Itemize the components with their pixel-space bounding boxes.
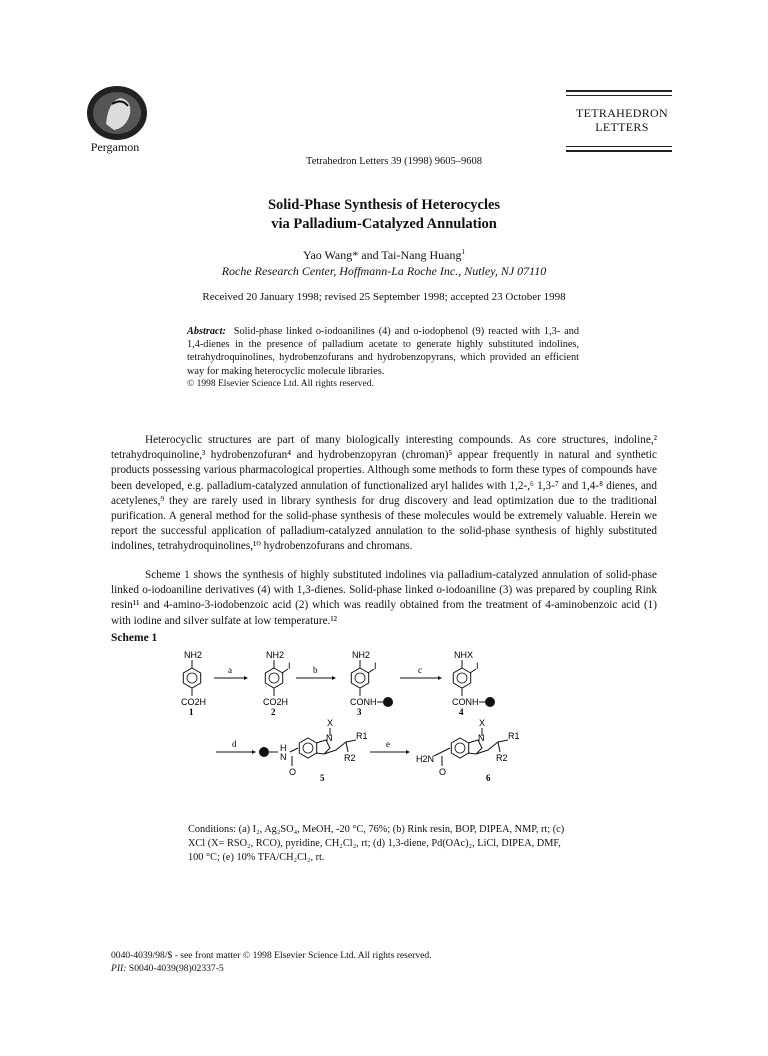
compound-1-structure xyxy=(183,660,200,696)
compound-5-o: O xyxy=(289,767,297,777)
compound-3-iodo: I xyxy=(374,661,377,671)
arrow-e-head xyxy=(406,750,410,754)
pii-value: S0040-4039(98)02337-5 xyxy=(128,963,224,974)
compound-1-nh2: NH2 xyxy=(184,650,203,660)
scheme-conditions: Conditions: (a) I₂, Ag₂SO₄, MeOH, -20 °C, 76%; (b) Rink resin, BOP, DIPEA, NMP, rt; (c) XCl (X= RSO₂, RCO), pyridine, CH₂Cl₂, rt; (d) 1,3-diene, Pd(OAc)₂, LiCl, DIPEA, DMF, 100 °C; (e) 10% TFA/CH₂Cl₂, rt. xyxy=(188,824,565,863)
scheme-label: Scheme 1 xyxy=(111,632,158,644)
compound-5-r1: R1 xyxy=(356,731,368,741)
header-rule-bottom xyxy=(566,150,672,152)
scheme-1-diagram xyxy=(170,648,570,798)
compound-5-x: X xyxy=(327,718,334,728)
step-d-label: d xyxy=(232,739,237,749)
arrow-b-head xyxy=(332,676,336,680)
compound-1-label: 1 xyxy=(189,707,194,717)
compound-5-structure xyxy=(259,728,356,766)
compound-1-co2h: CO2H xyxy=(181,697,207,707)
abstract-text: Solid-phase linked o-iodoanilines (4) and o-iodophenol (9) reacted with 1,3- and 1,4-dienes in the presence of palladium acetate to generate highly substituted indolines, tetrahydroquinolines, hydrobenzofurans and hydrobenzopyrans, which provided an efficient way for making heterocyclic molecule libraries. xyxy=(187,326,579,377)
header-rule-top-thin xyxy=(566,95,672,96)
arrow-a-head xyxy=(244,676,248,680)
compound-6-label: 6 xyxy=(486,773,491,783)
compound-4-nhx: NHX xyxy=(454,650,474,660)
compound-6-h2n: H2N xyxy=(416,754,435,764)
compound-6-r1: R1 xyxy=(508,731,520,741)
compound-2-co2h: CO2H xyxy=(263,697,289,707)
step-e-label: e xyxy=(386,739,390,749)
compound-6-n-ring: N xyxy=(478,733,485,743)
journal-reference: Tetrahedron Letters 39 (1998) 9605–9608 xyxy=(306,156,482,167)
compound-5-r2: R2 xyxy=(344,753,356,763)
compound-6-r2: R2 xyxy=(496,753,508,763)
authors: Yao Wang* and Tai-Nang Huang$^1$ xyxy=(302,248,465,262)
compound-3-conh: CONH xyxy=(350,697,377,707)
compound-3-nh2: NH2 xyxy=(352,650,371,660)
pergamon-logo-icon xyxy=(78,84,156,142)
pii-label: PII: xyxy=(111,963,127,974)
footer-pii xyxy=(111,962,581,975)
step-a-label: a xyxy=(228,665,232,675)
compound-2-iodo: I xyxy=(288,661,291,671)
journal-name xyxy=(572,106,672,134)
header-rule-top xyxy=(566,90,672,92)
compound-5-label: 5 xyxy=(320,773,325,783)
arrow-c-head xyxy=(438,676,442,680)
compound-3-label: 3 xyxy=(357,707,362,717)
arrow-d-head xyxy=(252,750,256,754)
body-paragraph-1: Heterocyclic structures are part of many biologically interesting compounds. As core structures, indoline,² tetrahydroquinoline,³ hydrobenzofuran⁴ and hydrobenzopyran (chroman)⁵ appear frequently in natural and synthetic products possessing various pharmacological properties. Although some methods to form these types of compounds have been developed, e.g. palladium-catalyzed annulation of functionalized aryl halides with 1,2-,⁶ 1,3-⁷ and 1,4-⁸ dienes, and acetylenes,⁹ they are rarely used in library synthesis for drug discovery and lead optimization due to the traditional purification. A general method for the solid-phase synthesis of these molecules would be extremely valuable. Herein we report the successful application of palladium-catalyzed annulation to the solid-phase synthesis of highly substituted indolines, tetrahydroquinolines,¹⁰ hydrobenzofurans and chromans. xyxy=(111,434,657,553)
compound-5-n: N xyxy=(280,752,287,762)
article-title xyxy=(120,196,648,234)
journal-name-line1: TETRAHEDRON xyxy=(576,106,668,120)
abstract-copyright: © 1998 Elsevier Science Ltd. All rights reserved. xyxy=(187,378,374,389)
compound-5-h: H xyxy=(280,743,287,753)
compound-4-conh: CONH xyxy=(452,697,479,707)
footer-copyright: 0040-4039/98/$ - see front matter © 1998 Elsevier Science Ltd. All rights reserved. xyxy=(111,950,432,961)
received-dates: Received 20 January 1998; revised 25 September 1998; accepted 23 October 1998 xyxy=(202,291,566,303)
header-rule-bottom-thin xyxy=(566,146,672,147)
compound-2-structure xyxy=(265,660,288,696)
compound-2-label: 2 xyxy=(271,707,276,717)
compound-2-nh2: NH2 xyxy=(266,650,285,660)
body-paragraph-2: Scheme 1 shows the synthesis of highly substituted indolines via palladium-catalyzed annulation of solid-phase linked o-iodoaniline derivatives (4) with 1,3-dienes. Solid-phase linked o-iodoaniline (3) was prepared by coupling Rink resin¹¹ and 4-amino-3-iodobenzoic acid (2) which was readily obtained from the treatment of 4-aminobenzoic acid (1) with iodine and silver sulfate at low temperature.¹² xyxy=(111,569,657,627)
publisher-name: Pergamon xyxy=(90,140,140,154)
compound-4-label: 4 xyxy=(459,707,464,717)
footer xyxy=(111,949,581,975)
abstract xyxy=(187,325,579,391)
step-b-label: b xyxy=(313,665,318,675)
step-c-label: c xyxy=(418,665,422,675)
journal-name-line2: LETTERS xyxy=(595,120,649,134)
compound-5-n-ring: N xyxy=(326,733,333,743)
compound-4-iodo: I xyxy=(476,661,479,671)
title-line1: Solid-Phase Synthesis of Heterocycles xyxy=(267,197,501,213)
affiliation: Roche Research Center, Hoffmann-La Roche Inc., Nutley, NJ 07110 xyxy=(221,264,547,278)
compound-6-o: O xyxy=(439,767,447,777)
title-line2: via Palladium-Catalyzed Annulation xyxy=(271,216,497,232)
abstract-label: Abstract: xyxy=(187,326,226,337)
compound-6-x: X xyxy=(479,718,486,728)
